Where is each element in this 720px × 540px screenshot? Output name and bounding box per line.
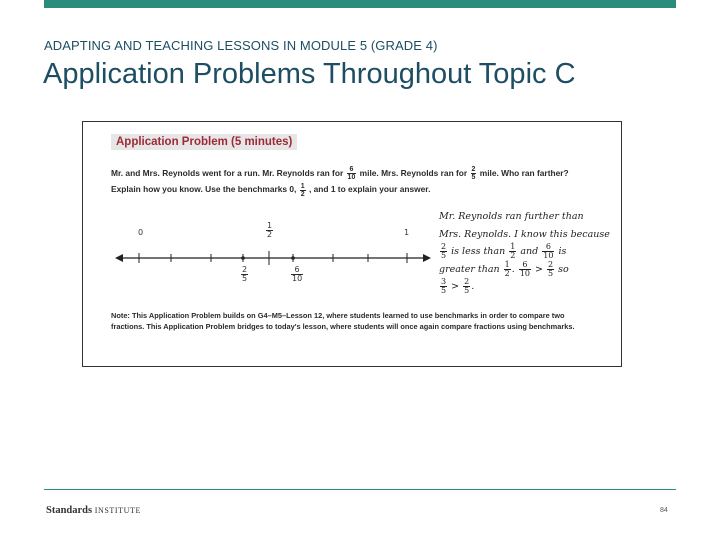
problem-text-1: Mr. and Mrs. Reynolds went for a run. Mr. Reynolds ran for bbox=[111, 168, 344, 178]
problem-text-2: mile. Mrs. Reynolds ran for bbox=[359, 168, 468, 178]
standards-institute-logo bbox=[46, 505, 141, 516]
page-number: 84 bbox=[660, 507, 668, 514]
handwritten-answer bbox=[439, 208, 619, 296]
answer-line-3: $\frac{2}{5}$ is less than $\frac{1}{2}$ and $\frac{6}{10}$ is bbox=[441, 242, 567, 260]
logo-institute-text: INSTITUTE bbox=[94, 506, 142, 515]
problem-text-4: , and 1 to explain your answer. bbox=[308, 184, 431, 195]
answer-line-1: Mr. Reynolds ran further than bbox=[439, 211, 584, 222]
teacher-note: Note: This Application Problem builds on G4–M5–Lesson 12, where students learned to use benchmarks in order to compare two fractions. This Application Problem bridges to today's lesson, where students will once again compare fractions using benchmarks. bbox=[111, 311, 575, 332]
number-line-label-six-tenths: $\frac{6}{10}$ bbox=[292, 265, 303, 283]
number-line-label-zero: 0 bbox=[138, 228, 144, 237]
answer-line-2: Mrs. Reynolds. I know this because bbox=[439, 228, 610, 240]
top-accent-bar bbox=[44, 0, 676, 8]
number-line-label-two-fifths: $\frac{2}{5}$ bbox=[242, 265, 248, 283]
problem-text-3: mile. Who ran farther? Explain how you know. Use the benchmarks 0, bbox=[111, 168, 569, 195]
answer-line-5: $\frac{3}{5}$ > $\frac{2}{5}$ . bbox=[441, 277, 475, 295]
fraction-six-tenths: $\frac{6}{10}$ bbox=[347, 166, 356, 182]
slide-title: Application Problems Throughout Topic C bbox=[43, 58, 576, 90]
number-line-label-one: 1 bbox=[404, 228, 410, 237]
problem-statement bbox=[111, 165, 571, 198]
logo-bold-text: Standards bbox=[46, 505, 93, 516]
application-problem-heading bbox=[111, 134, 297, 150]
fraction-one-half: $\frac{1}{2}$ bbox=[300, 182, 305, 198]
answer-line-4: greater than $\frac{1}{2}$ . $\frac{6}{10}$ > $\frac{2}{5}$ so bbox=[439, 259, 569, 278]
slide-subtitle: ADAPTING AND TEACHING LESSONS IN MODULE 5 (GRADE 4) bbox=[44, 38, 438, 53]
heading-main: Application Problem bbox=[116, 136, 228, 148]
number-line-label-half: $\frac{1}{2}$ bbox=[267, 221, 273, 239]
number-line bbox=[113, 242, 433, 282]
footer-divider bbox=[44, 489, 676, 490]
heading-time: (5 minutes) bbox=[231, 136, 293, 148]
fraction-two-fifths: $\frac{2}{5}$ bbox=[471, 166, 476, 182]
application-problem-figure bbox=[82, 121, 622, 367]
